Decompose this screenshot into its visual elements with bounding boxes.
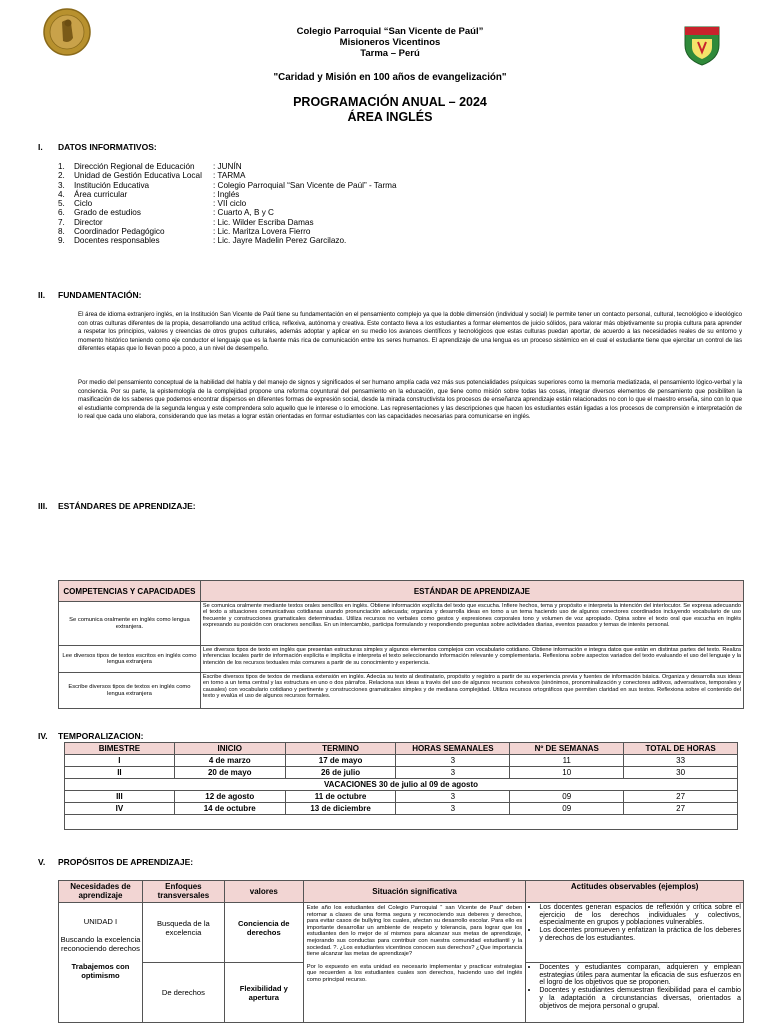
section-estandares	[38, 501, 196, 511]
datos-item: 1. Dirección Regional de Educación : JUNÍN	[58, 162, 242, 171]
estandar-cell: Lee diversos tipos de texto en inglés que presentan estructuras simples y algunos elementos complejos con vocabulario cotidiano. Obtiene información e integra datos que están en distintas partes del texto. Realiza inferencias locales partir de información explícita e implícita e interpreta el texto seleccionando información relevante y complementaria. Reflexiona sobre aspectos variados del texto evaluando el uso del lenguaje y la intención de los recursos textuales más comunes a partir de su conocimiento y experiencia.	[200, 646, 743, 673]
actitudes-cell	[526, 903, 744, 963]
datos-item: 3. Institución Educativa : Colegio Parroquial “San Vicente de Paúl” - Tarma	[58, 180, 397, 190]
section-number: III.	[38, 501, 48, 511]
section-number: II.	[38, 290, 46, 300]
table-header: TOTAL DE HORAS	[624, 743, 738, 755]
datos-item: 5. Ciclo : VII ciclo	[58, 199, 247, 209]
vacaciones-label: VACACIONES 30 de julio al 09 de agosto	[65, 779, 738, 791]
datos-item: 8. Coordinador Pedagógico : Lic. Maritza Lovera Fierro	[58, 227, 311, 237]
table-header: Nº DE SEMANAS	[510, 743, 624, 755]
table-row: II 20 de mayo 26 de julio 3 10 30	[65, 767, 738, 779]
fundamentacion-paragraph-2: Por medio del pensamiento conceptual de la habilidad del habla y del manejo de signos y significados el ser humano amplía cada vez más sus potencialidades psíquicas superiores como la memoria mediatizada, el pensamiento lógico-verbal y la conciencia. Por su parte, la epistemología de la complejidad propone una reforma coyuntural del pensamiento en la educación, que tiene como misión sobre todas las cosas, integrar diversos elementos de pensamiento que posibiliten la masificación de los saberes que podemos encontrar dispersos en diferentes formas de expresión social, desde la mirada constructivista los procesos de enseñanza aprendizaje están relacionados no con lo que el maestro enseña, sino con lo que el estudiante comprenda de la segunda lengua y este comprendera solo aquello que le interese o lo emocione. Las representaciones y las descripciones que hacen los estudiantes están ligadas a los procesos de comprensión e interpretación de lo real que cada uno elabora, considerando que las metas a lograr están orientadas en formar estudiantes con las capacidades necesarias para comunicarse en inglés.	[78, 379, 742, 420]
table-header: Actitudes observables (ejemplos)	[526, 881, 744, 903]
datos-item: 6. Grado de estudios : Cuarto A, B y C	[58, 208, 274, 218]
list-item: • Los docentes generan espacios de reflexión y crítica sobre el ejercicio de los derechos individuales y colectivos, especialmente en grupos y poblaciones vulnerables.	[539, 904, 741, 927]
section-datos-informativos	[38, 142, 157, 152]
estandar-cell: Se comunica oralmente mediante textos orales sencillos en inglés. Obtiene información explícita del texto que escucha. Infiere hechos, tema y propósito e interpreta la intención del interlocutor. Se expresa adecuando el texto a situaciones comunicativas cotidianas usando pronunciación adecuada; organiza y desarrolla ideas en torno a un tema haciendo uso de algunos conectores coordinados incluyendo vocabulario de uso frecuente y construcciones gramaticales determinadas. Utiliza recursos no verbales como gestos y expresiones corporales tono y volumen de voz apropiado. Opina sobre el texto oral que escucha en inglés expresando su posición con oraciones sencillas. En un intercambio, participa formulando y respondiendo preguntas sobre actividades diarias, eventos pasados y temas de interés personal.	[200, 602, 743, 646]
table-header: Enfoques transversales	[142, 881, 224, 903]
table-header: INICIO	[174, 743, 285, 755]
table-row: IV 14 de octubre 13 de diciembre 3 09 27	[65, 803, 738, 815]
situacion-cell	[303, 903, 526, 1023]
unidad-label: UNIDAD I	[83, 917, 118, 926]
empty-row	[65, 815, 738, 830]
fundamentacion-paragraph-1: El área de idioma extranjero inglés, en la Institución San Vicente de Paúl tiene su fundamentación en el pensamiento complejo ya que la doble dimensión (individual y social) le permite tener un contacto personal, cultural, tecnológico e ideológico con otras culturas diferentes de la propia, desarrollando una actitud crítica, reflexiva, autónoma y creativa. Este contacto lleva a los estudiantes a formar elementos de juicio sólidos, para valorar más objetivamente su propia cultura para aprender a respetar los principios, valores y creencias de otros grupos culturales, además adoptar y aplicar en su medio los avances científicos y tecnológicos que estas culturas puedan aportar, de acuerdo a las necesidades reales de su entorno y momento histórico teniendo como eje conductor el lenguaje que es la fuente más rica de comunicación entre los seres humanos. El aprendizaje de una lengua es un proceso sistémico en el cual el estudiante tiene que ejercitar un control de las diferentes etapas que lo llevan poco a poco, a un nivel de desempeño.	[78, 311, 742, 352]
temporalizacion-table	[64, 742, 738, 830]
section-number: IV.	[38, 731, 48, 741]
section-fundamentacion	[38, 290, 141, 300]
school-name: Colegio Parroquial “San Vicente de Paúl”	[296, 26, 484, 37]
table-row	[59, 903, 744, 963]
motto: "Caridad y Misión en 100 años de evangelización"	[273, 72, 507, 83]
valor-cell: Conciencia de derechos	[224, 903, 303, 963]
school-order: Misioneros Vicentinos	[339, 37, 441, 48]
table-header: Situación significativa	[303, 881, 526, 903]
unidad-theme: Trabajemos con optimismo	[71, 961, 130, 980]
table-row	[59, 602, 744, 646]
page-title: PROGRAMACIÓN ANUAL – 2024	[293, 95, 487, 109]
section-title: DATOS INFORMATIVOS:	[58, 142, 157, 152]
school-shield-logo	[683, 25, 721, 67]
section-temporalizacion	[38, 731, 143, 741]
datos-list	[58, 162, 397, 246]
table-header: TERMINO	[285, 743, 396, 755]
table-row: III 12 de agosto 11 de octubre 3 09 27	[65, 791, 738, 803]
list-item: • Docentes y estudiantes demuestran flexibilidad para el cambio y la adaptación a circunstancias diversas, orientados a objetivos de mejora personal o grupal.	[539, 987, 741, 1010]
situacion-text-2: Por lo expuesto en esta unidad es necesario implementar y practicar estrategias que recuerden a los estudiantes cuales son derechos, haciendo uso del inglés como principal recurso.	[306, 963, 523, 983]
table-row	[59, 673, 744, 709]
estandares-table	[58, 580, 744, 709]
table-row	[59, 646, 744, 673]
section-title: TEMPORALIZACION:	[58, 731, 144, 741]
unidad-cell	[59, 903, 143, 1023]
actitudes-cell	[526, 963, 744, 1023]
estandar-cell: Escribe diversos tipos de textos de mediana extensión en inglés. Adecúa su texto al destinatario, propósito y registro a partir de su experiencia previa y fuentes de información básica. Organiza y desarrolla sus ideas en torno a un tema central y las estructura en uno o dos párrafos. Relaciona sus ideas a través del uso de algunos recursos cohesivos (sinónimos, pronominalización y conectores aditivos, adversativos, temporales y causales) con vocabulario cotidiano y pertinente y construcciones gramaticales simples y de mediana complejidad. Utiliza recursos ortográficos que permiten claridad en sus textos. Reflexiona sobre el contenido del texto y evalúa el uso de algunos recursos formales.	[200, 673, 743, 709]
section-title: PROPÓSITOS DE APRENDIZAJE:	[58, 857, 194, 867]
section-number: I.	[38, 142, 43, 152]
table-header: valores	[224, 881, 303, 903]
competencia-cell: Escribe diversos tipos de textos en inglés como lengua extranjera	[59, 673, 201, 709]
school-seal-logo	[43, 8, 91, 56]
table-header: COMPETENCIAS Y CAPACIDADES	[59, 581, 201, 602]
table-header: BIMESTRE	[65, 743, 175, 755]
datos-item: 2. Unidad de Gestión Educativa Local : TARMA	[58, 171, 246, 181]
section-propositos	[38, 857, 193, 867]
list-item: • Los docentes promueven y enfatizan la práctica de los deberes y derechos de los estudiantes.	[539, 927, 741, 942]
list-item: • Docentes y estudiantes comparan, adquieren y emplean estrategias útiles para aumentar la eficacia de sus esfuerzos en el logro de los objetivos que se proponen.	[539, 964, 741, 987]
page-subtitle: ÁREA INGLÉS	[347, 110, 433, 124]
competencia-cell: Se comunica oralmente en inglés como lengua extranjera.	[59, 602, 201, 646]
table-header: HORAS SEMANALES	[396, 743, 510, 755]
table-row: I 4 de marzo 17 de mayo 3 11 33	[65, 755, 738, 767]
valor-cell: Flexibilidad y apertura	[224, 963, 303, 1023]
table-header: ESTÁNDAR DE APRENDIZAJE	[200, 581, 743, 602]
propositos-table	[58, 880, 744, 1023]
datos-item: 9. Docentes responsables : Lic. Jayre Madelin Perez Garcilazo.	[58, 236, 347, 246]
unidad-description: Buscando la excelencia reconociendo derechos	[60, 934, 141, 953]
propositos-table-wrapper	[58, 880, 744, 1024]
school-location: Tarma – Perú	[360, 48, 420, 59]
section-title: ESTÁNDARES DE APRENDIZAJE:	[58, 501, 196, 511]
situacion-text: Este año los estudiantes del Colegio Parroquial “ san Vicente de Paul” deben retornar a clases de una forma segura y reconociendo sus deberes y derechos, para evitar casos de bullying los cuales, afectan su desarrollo escolar. Para ello es importante desarrollar un ambiente de respeto y tolerancia, para lograr que los estudiantes den lo mejor de sí mismos para alcanzar sus metas de aprendizaje, mejorando sus conductas para contribuir con nuestra comunidad estudiantil y la sociedad. ?. ¿Los estudiantes vicentinos conocen sus derechos? ¿Que importancia tiene alcanzar las metas de aprendizaje?	[306, 905, 523, 958]
enfoque-cell: De derechos	[142, 963, 224, 1023]
competencia-cell: Lee diversos tipos de textos escritos en inglés como lengua extranjera	[59, 646, 201, 673]
vacaciones-row	[65, 779, 738, 791]
section-number: V.	[38, 857, 46, 867]
datos-item: 4. Área curricular : Inglés	[58, 189, 240, 199]
table-header: Necesidades de aprendizaje	[59, 881, 143, 903]
enfoque-cell: Busqueda de la excelencia	[142, 903, 224, 963]
section-title: FUNDAMENTACIÓN:	[58, 290, 142, 300]
datos-item: 7. Director : Lic. Wilder Escriba Damas	[58, 217, 314, 227]
